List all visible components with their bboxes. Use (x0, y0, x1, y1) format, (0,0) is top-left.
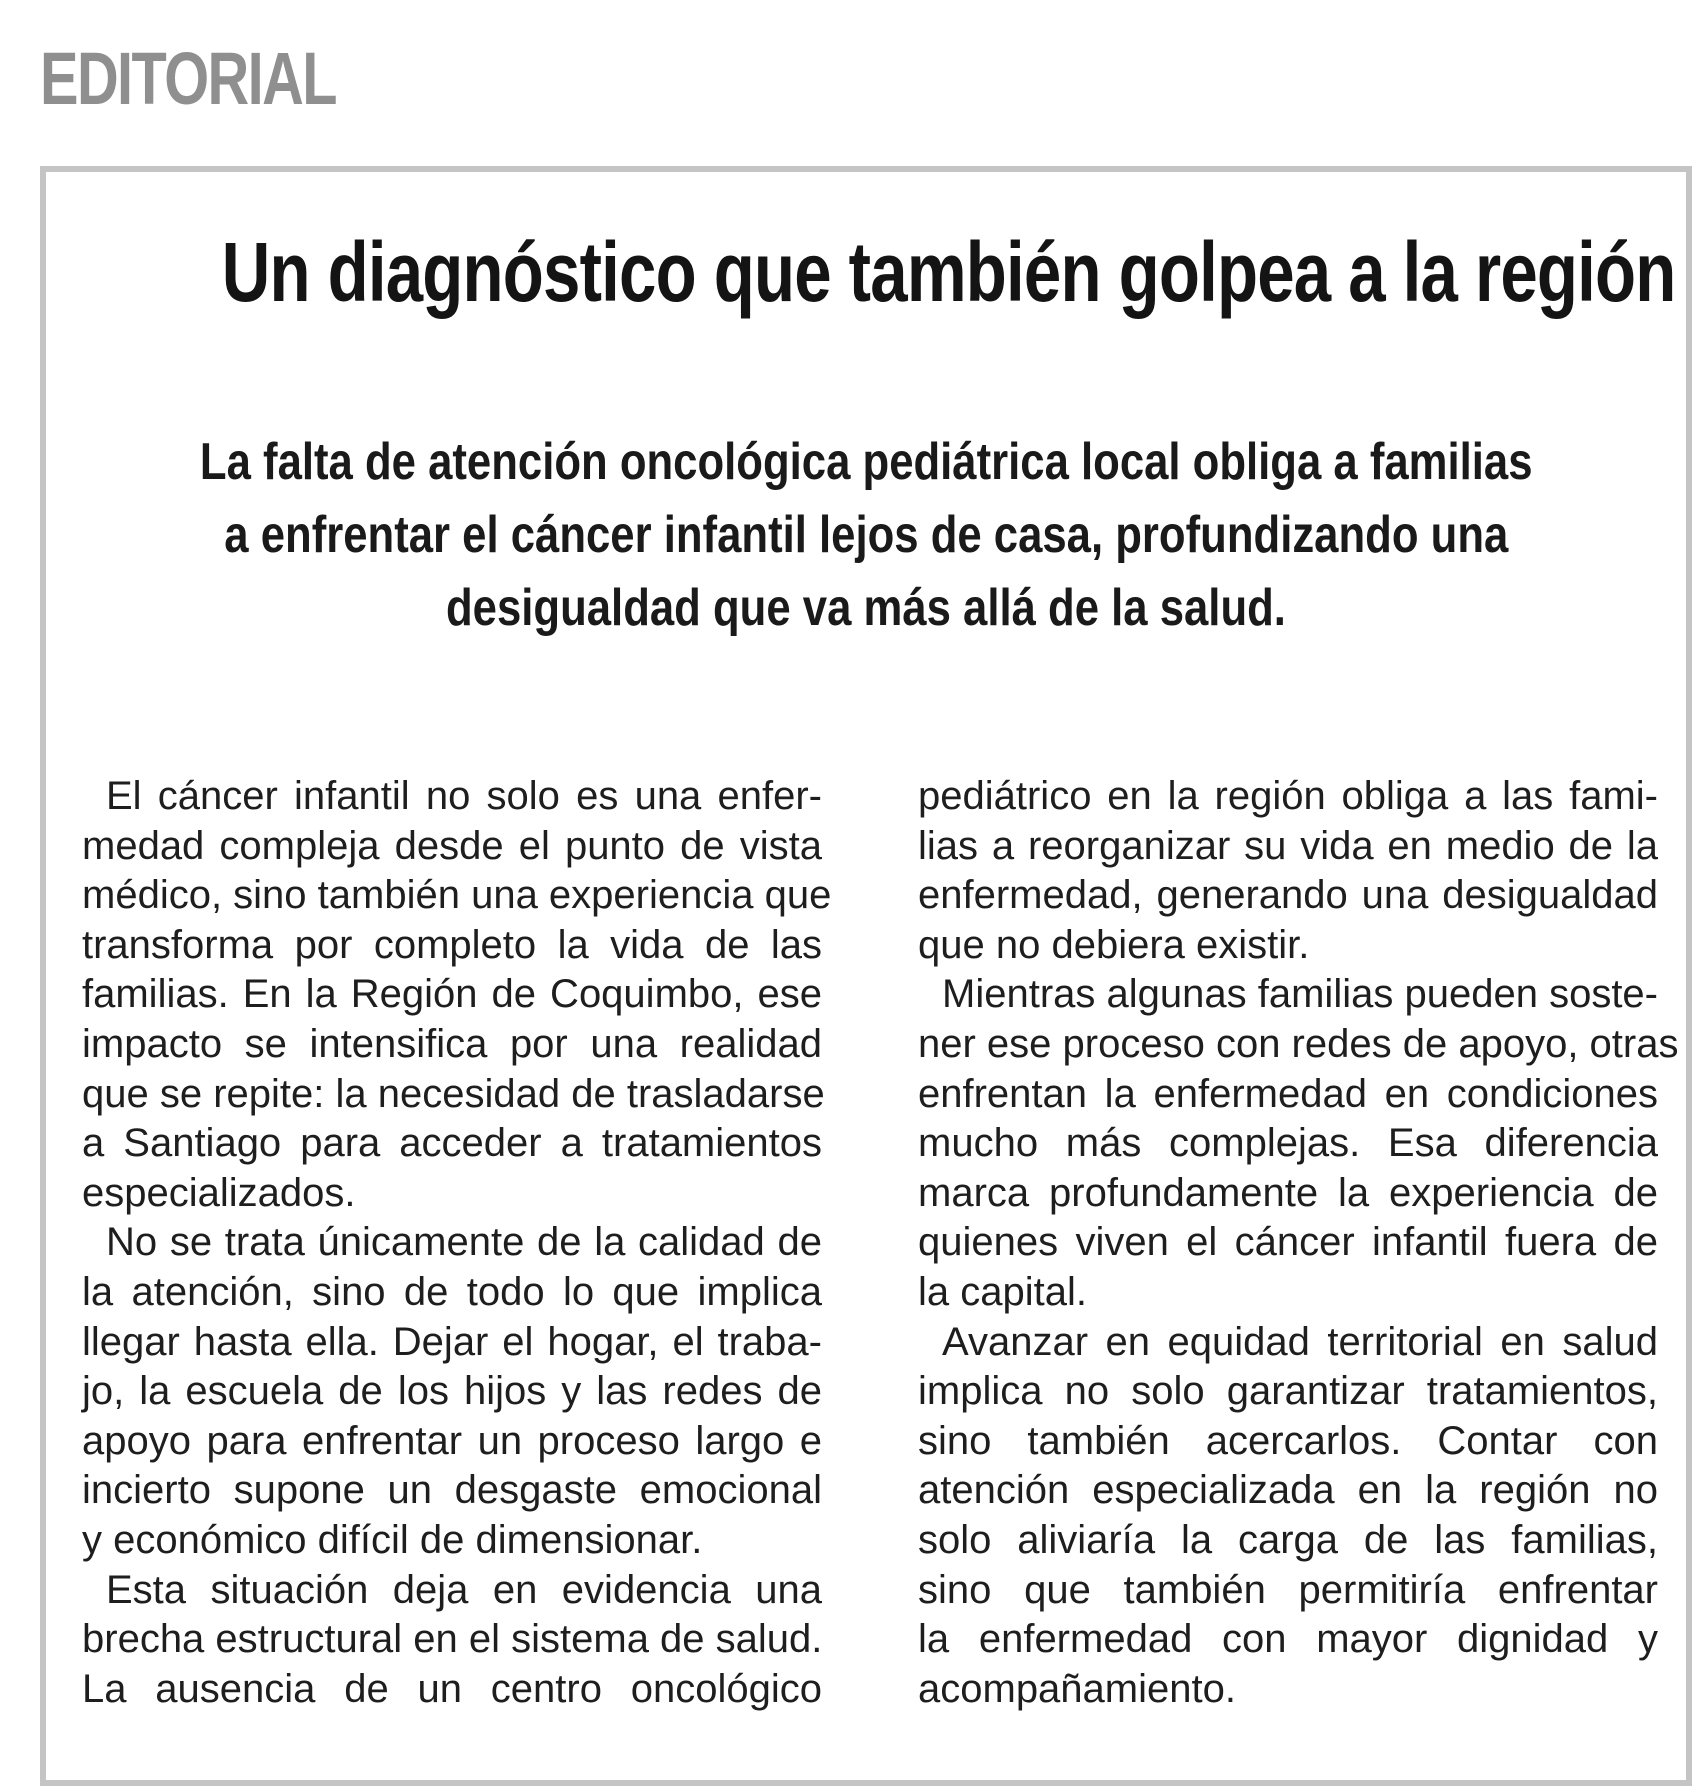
section-label: EDITORIAL (40, 37, 336, 120)
body-line: apoyo para enfrentar un proceso largo e (82, 1418, 822, 1463)
body-line: y económico difícil de dimensionar. (82, 1517, 703, 1562)
subhead-line-text: desigualdad que va más allá de la salud. (446, 579, 1286, 637)
body-line: solo aliviaría la carga de las familias, (918, 1517, 1658, 1562)
subhead-line-text: La falta de atención oncológica pediátrica local obliga a familias (199, 433, 1533, 491)
headline (40, 222, 1692, 322)
body-line: lias a reorganizar su vida en medio de la (918, 823, 1658, 868)
subhead-line (60, 499, 1672, 572)
body-line: sino también acercarlos. Contar con (918, 1418, 1658, 1463)
body-column-right (918, 772, 1679, 1714)
body-line: la atención, sino de todo lo que implica (82, 1269, 822, 1314)
body-line: implica no solo garantizar tratamientos, (918, 1369, 1658, 1414)
body-line: transforma por completo la vida de las (82, 922, 822, 967)
body-line: ner ese proceso con redes de apoyo, otras (918, 1021, 1679, 1066)
body-line: sino que también permitiría enfrentar (918, 1567, 1658, 1612)
body-line: Mientras algunas familias pueden soste- (942, 972, 1658, 1017)
body-line: quienes viven el cáncer infantil fuera de (918, 1220, 1658, 1265)
subhead-line (60, 426, 1672, 499)
body-line: médico, sino también una experiencia que (82, 873, 832, 918)
subhead-line (60, 572, 1672, 645)
body-line: llegar hasta ella. Dejar el hogar, el traba- (82, 1319, 822, 1364)
body-column-left (82, 772, 832, 1714)
body-line: mucho más complejas. Esa diferencia (918, 1121, 1658, 1166)
body-line: El cáncer infantil no solo es una enfer- (106, 774, 822, 818)
subheadline (60, 426, 1672, 645)
body-line: La ausencia de un centro oncológico (82, 1666, 822, 1711)
body-line: jo, la escuela de los hijos y las redes de (82, 1369, 822, 1414)
body-line: la capital. (918, 1269, 1087, 1314)
body-line: que no debiera existir. (918, 922, 1310, 967)
body-line: a Santiago para acceder a tratamientos (82, 1121, 822, 1166)
body-line: que se repite: la necesidad de trasladarse (82, 1071, 825, 1116)
headline-text: Un diagnóstico que también golpea a la región (221, 225, 1676, 319)
body-line: enfermedad, generando una desigualdad (918, 873, 1658, 918)
body-line: enfrentan la enfermedad en condiciones (918, 1071, 1658, 1116)
subhead-line-text: a enfrentar el cáncer infantil lejos de casa, profundizando una (223, 506, 1509, 564)
body-line: brecha estructural en el sistema de salud. (82, 1617, 823, 1662)
body-line: incierto supone un desgaste emocional (82, 1468, 822, 1513)
body-line: familias. En la Región de Coquimbo, ese (82, 972, 822, 1017)
body-line: medad compleja desde el punto de vista (82, 823, 822, 868)
body-line: especializados. (82, 1170, 356, 1215)
body-line: marca profundamente la experiencia de (918, 1170, 1658, 1215)
body-line: No se trata únicamente de la calidad de (106, 1220, 822, 1265)
body-line: Esta situación deja en evidencia una (106, 1567, 822, 1612)
body-line: la enfermedad con mayor dignidad y (918, 1617, 1658, 1662)
body-line: pediátrico en la región obliga a las fami- (918, 774, 1658, 818)
body-line: impacto se intensifica por una realidad (82, 1021, 822, 1066)
body-line: acompañamiento. (918, 1666, 1236, 1711)
body-line: Avanzar en equidad territorial en salud (942, 1319, 1658, 1364)
body-line: atención especializada en la región no (918, 1468, 1658, 1513)
